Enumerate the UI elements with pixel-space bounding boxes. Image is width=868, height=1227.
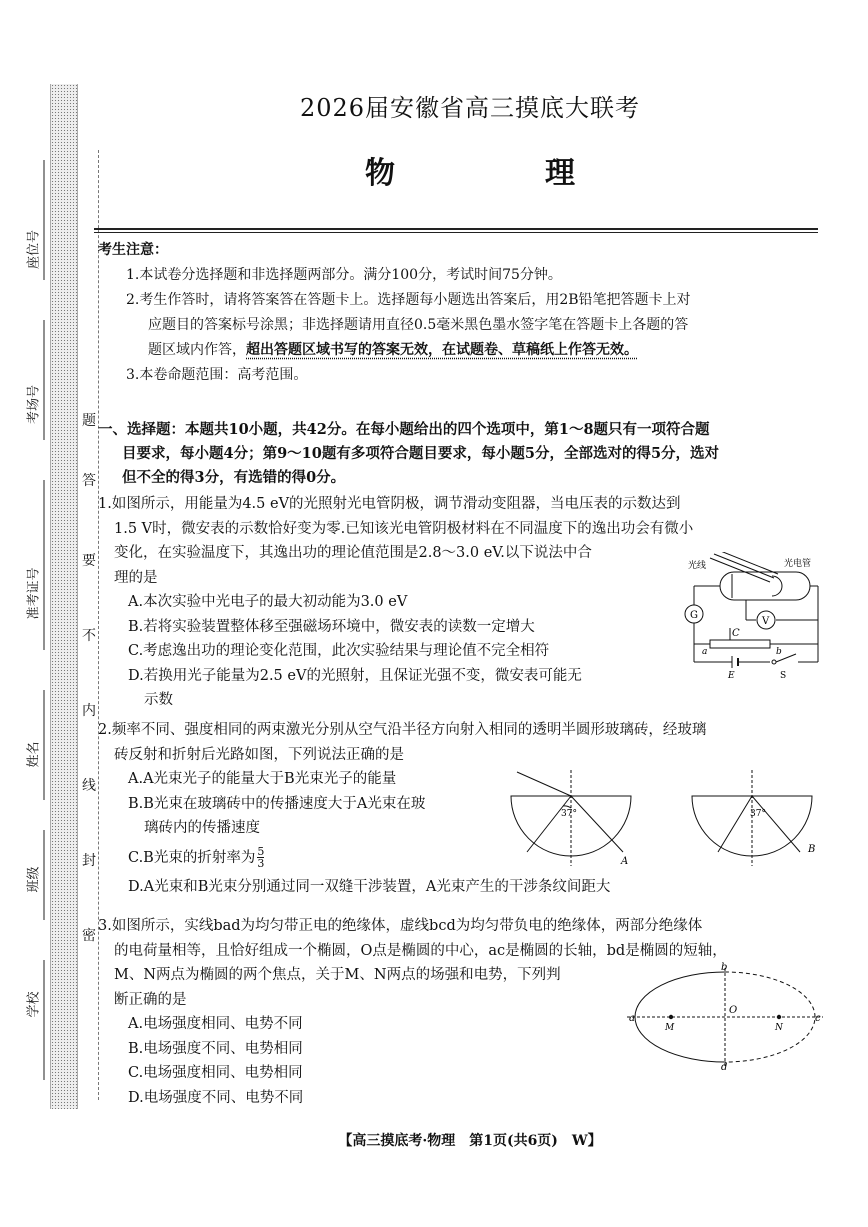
q3-option-a: A.电场强度相同、电势不同 (128, 1016, 303, 1032)
q1-fig-light-label: 光线 (688, 561, 707, 571)
q2-option-c-fraction (257, 846, 264, 869)
section-1-instructions (98, 418, 820, 490)
q1-stem-line3: 变化，在实验温度下，其逸出功的理论值范围是2.8～3.0 eV.以下说法中合 (114, 545, 592, 561)
q2-stem-line2: 砖反射和折射后光路如图，下列说法正确的是 (114, 746, 404, 763)
q2-c-denominator: 3 (257, 857, 265, 870)
notice-emphasis: 超出答题区域书写的答案无效，在试题卷、草稿纸上作答无效。 (246, 342, 638, 358)
q1-stem-line4: 理的是 (114, 569, 158, 586)
q2-option-d: D.A光束和B光束分别通过同一双缝干涉装置，A光束产生的干涉条纹间距大 (128, 878, 611, 895)
notice-item-2-line1: 2.考生作答时，请将答案答在答题卡上。选择题每小题选出答案后，用2B铅笔把答题卡上对 (126, 292, 691, 308)
q1-option-a: A.本次实验中光电子的最大初动能为3.0 eV (128, 594, 408, 610)
q3-fig-d: d (721, 1062, 728, 1072)
q1-option-b: B.若将实验装置整体移至强磁场环境中，微安表的读数一定增大 (128, 618, 535, 635)
exam-title: 2026届安徽省高三摸底大联考 (299, 94, 641, 122)
q1-fig-source-e: E (728, 671, 735, 681)
header-rule-thin (94, 232, 818, 233)
q2-option-a: A.A光束光子的能量大于B光束光子的能量 (128, 771, 397, 787)
seal-text (80, 410, 100, 1060)
name-label: 姓名 (26, 741, 42, 768)
seal-char: 内 (82, 703, 96, 719)
q1-stem-line2: 1.5 V时，微安表的示数恰好变为零.已知该光电管阴极材料在不同温度下的逸出功会有微小 (114, 520, 694, 537)
q3-stem-line1: 3.如图所示，实线bad为均匀带正电的绝缘体，虚线bcd为均匀带负电的绝缘体，两部分绝缘体 (98, 918, 703, 934)
q1-fig-tube-label: 光电管 (784, 559, 812, 569)
q3-option-b: B.电场强度不同、电势相同 (128, 1040, 303, 1057)
q3-option-c: C.电场强度相同、电势相同 (128, 1065, 303, 1081)
q2-stem-line1: 2.频率不同、强度相同的两束激光分别从空气沿半径方向射入相同的透明半圆形玻璃砖，经玻璃 (98, 722, 707, 738)
seal-char: 答 (82, 473, 96, 489)
section-1-line3: 但不全的得3分，有选错的得0分。 (122, 469, 346, 486)
notice-item-3: 3.本卷命题范围：高考范围。 (126, 367, 308, 383)
notice-item-2-line3 (98, 338, 818, 363)
q1-option-c: C.考虑逸出功的理论变化范围，此次实验结果与理论值不完全相符 (128, 643, 550, 659)
q3-fig-point-m-marker (669, 1015, 673, 1019)
q3-fig-c: c (815, 1013, 821, 1024)
q2-c-numerator: 5 (257, 845, 265, 858)
q3-fig-point-n-marker (777, 1015, 781, 1019)
q2-option-c-text: C.B光束的折射率为 (128, 849, 256, 866)
q3-fig-o: O (729, 1005, 738, 1016)
q1-fig-point-a: a (702, 647, 708, 657)
q3-ellipse-figure (625, 962, 825, 1072)
seal-char: 题 (82, 413, 96, 429)
q1-stem-line1: 1.如图所示，用能量为4.5 eV的光照射光电管阴极，调节滑动变阻器，当电压表的示数达到 (98, 496, 681, 512)
q1-fig-switch-s: S (780, 671, 787, 681)
notice-item-2-line2: 应题目的答案标号涂黑；非选择题请用直径0.5毫米黑色墨水签字笔在答题卡上各题的答 (148, 317, 689, 333)
q2-fig-a-angle: 37° (561, 809, 577, 819)
q2-fig-b-label: B (808, 844, 816, 855)
seal-char: 密 (82, 928, 96, 944)
seal-char: 不 (82, 628, 96, 644)
q3-option-d: D.电场强度不同、电势不同 (128, 1089, 304, 1106)
q3-stem-line4: 断正确的是 (114, 991, 187, 1008)
school-label: 学校 (26, 991, 42, 1018)
seat-number-label: 座位号 (26, 230, 42, 270)
section-1-line2: 目要求，每小题4分；第9～10题有多项符合题目要求，每小题5分，全部选对的得5分，选对 (122, 445, 720, 462)
q2-option-b-line1: B.B光束在玻璃砖中的传播速度大于A光束在玻 (128, 795, 426, 812)
admission-number-label: 准考证号 (26, 567, 42, 620)
q1-photoelectric-circuit-figure (680, 552, 830, 682)
class-label: 班级 (26, 866, 42, 893)
notice-item-2-line3a: 题区域内作答， (148, 342, 246, 358)
q2-option-b-line2: 璃砖内的传播速度 (144, 820, 260, 836)
page-footer: 【高三摸底考·物理 第1页(共6页) W】 (338, 1133, 602, 1149)
q3-fig-n: N (775, 1023, 783, 1033)
q2-figure-a (505, 768, 640, 868)
q2-fig-b-angle: 37° (750, 809, 766, 819)
q2-figure-b (688, 768, 823, 868)
q3-fig-a: a (629, 1013, 635, 1024)
section-1-line1: 一、选择题：本题共10小题，共42分。在每小题给出的四个选项中，第1～8题只有一项符合题 (98, 421, 710, 438)
notice-heading: 考生注意： (98, 242, 168, 258)
q1-fig-slider-c: C (732, 628, 740, 639)
q3-fig-m: M (665, 1023, 675, 1033)
q1-fig-point-b: b (776, 647, 782, 657)
q1-fig-voltmeter: V (762, 616, 770, 627)
q1-option-d-line1: D.若换用光子能量为2.5 eV的光照射，且保证光强不变，微安表可能无 (128, 667, 582, 684)
q1-option-d-line2: 示数 (144, 692, 173, 708)
candidate-notice (98, 238, 818, 388)
seal-char: 线 (82, 778, 96, 794)
q3-stem-line3: M、N两点为椭圆的两个焦点，关于M、N两点的场强和电势，下列判 (114, 967, 561, 983)
exam-room-label: 考场号 (26, 385, 42, 425)
q3-fig-b: b (721, 962, 728, 973)
seal-char: 封 (82, 853, 96, 869)
q3-stem-line2: 的电荷量相等，且恰好组成一个椭圆，O点是椭圆的中心，ac是椭圆的长轴，bd是椭圆的短轴， (114, 942, 727, 959)
subject-title: 物 理 (365, 156, 635, 191)
notice-item-1: 1.本试卷分选择题和非选择题两部分。满分100分，考试时间75分钟。 (126, 267, 562, 283)
header-rule (94, 228, 818, 230)
q2-fig-a-label: A (621, 856, 629, 867)
seal-char: 要 (82, 553, 96, 569)
q1-fig-galvanometer: G (690, 610, 698, 621)
